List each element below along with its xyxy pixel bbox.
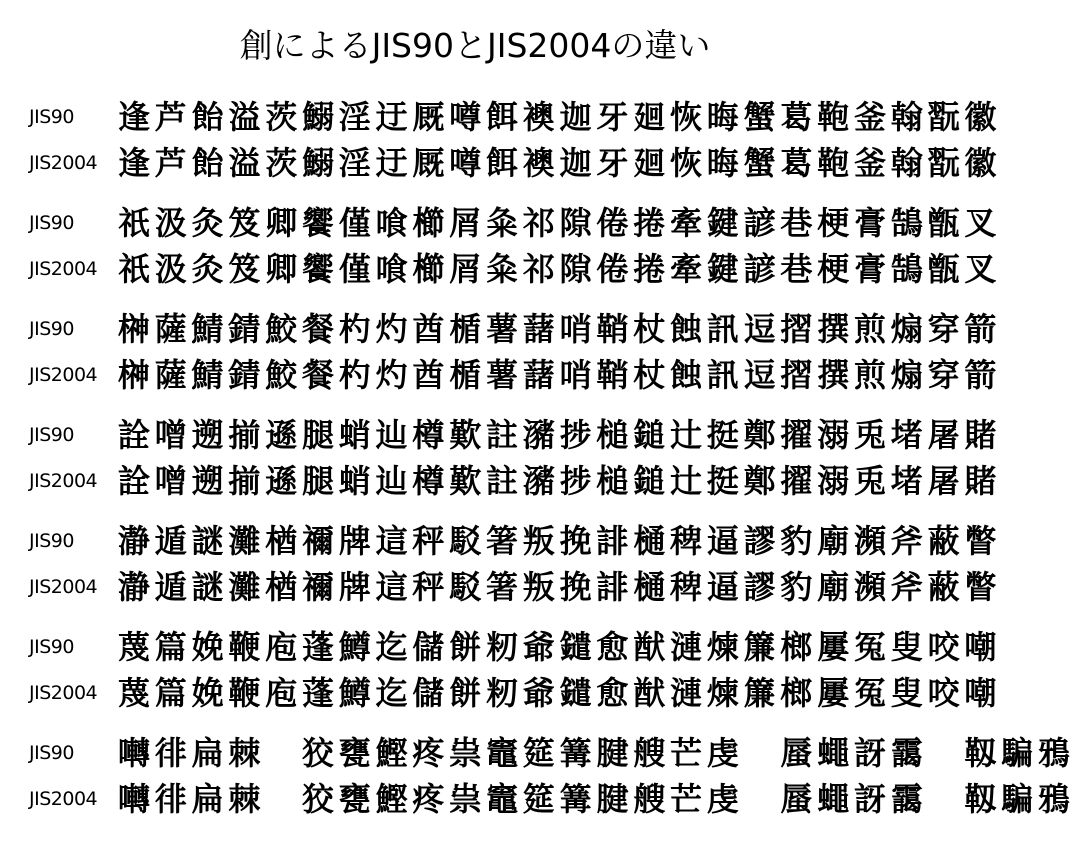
jis90-glyphs: 詮噌遡揃遜腿蛸辿樽歎註瀦捗槌鎚辻挺鄭擢溺兎堵屠賭 [118,416,1002,454]
jis90-label: JIS90 [29,424,74,446]
jis2004-glyphs: 逢芦飴溢茨鰯淫迂厩噂餌襖迦牙廻恢晦蟹葛鞄釜翰翫徽 [118,144,1002,182]
jis90-glyphs: 榊薩鯖錆鮫餐杓灼酋楯薯藷哨鞘杖蝕訊逗摺撰煎煽穿箭 [118,310,1002,348]
comparison-group [0,412,1002,518]
jis90-row [0,730,1075,776]
comparison-group [0,518,1002,624]
jis90-label: JIS90 [29,212,74,234]
comparison-group [0,730,1075,836]
comparison-table [0,94,1075,836]
jis2004-label: JIS2004 [29,152,98,174]
jis2004-label: JIS2004 [29,258,98,280]
comparison-group [0,94,1002,200]
jis2004-label: JIS2004 [29,682,98,704]
jis2004-row [0,670,1002,716]
jis90-glyphs: 囀徘扁棘 狡甕鰹疼祟竈筵篝腱艘芒虔 蜃蠅訝靄 靱騙鴉 [118,734,1075,772]
jis90-label: JIS90 [29,636,74,658]
jis90-glyphs: 逢芦飴溢茨鰯淫迂厩噂餌襖迦牙廻恢晦蟹葛鞄釜翰翫徽 [118,98,1002,136]
jis90-row [0,94,1002,140]
jis2004-glyphs: 瀞遁謎灘楢禰牌這秤駁箸叛挽誹樋稗逼謬豹廟瀕斧蔽瞥 [118,568,1002,606]
jis90-row [0,412,1002,458]
jis90-label: JIS90 [29,530,74,552]
jis2004-glyphs: 榊薩鯖錆鮫餐杓灼酋楯薯藷哨鞘杖蝕訊逗摺撰煎煽穿箭 [118,356,1002,394]
jis2004-label: JIS2004 [29,364,98,386]
jis2004-glyphs: 祇汲灸笈卿饗僅喰櫛屑粂祁隙倦捲牽鍵諺巷梗膏鵠甑叉 [118,250,1002,288]
jis90-row [0,518,1002,564]
page-title: 創によるJIS90とJIS2004の違い [239,26,711,65]
jis90-row [0,306,1002,352]
comparison-group [0,200,1002,306]
jis2004-row [0,458,1002,504]
jis2004-row [0,352,1002,398]
jis2004-label: JIS2004 [29,788,98,810]
jis2004-glyphs: 囀徘扁棘 狡甕鰹疼祟竈筵篝腱艘芒虔 蜃蠅訝靄 靱騙鴉 [118,780,1075,818]
jis90-label: JIS90 [29,318,74,340]
jis2004-glyphs: 詮噌遡揃遜腿蛸辿樽歎註瀦捗槌鎚辻挺鄭擢溺兎堵屠賭 [118,462,1002,500]
jis2004-glyphs: 蔑篇娩鞭庖蓬鱒迄儲餅籾爺鑓愈猷漣煉簾榔屢冤叟咬嘲 [118,674,1002,712]
jis90-glyphs: 祇汲灸笈卿饗僅喰櫛屑粂祁隙倦捲牽鍵諺巷梗膏鵠甑叉 [118,204,1002,242]
jis90-row [0,200,1002,246]
jis90-label: JIS90 [29,106,74,128]
jis2004-label: JIS2004 [29,576,98,598]
jis2004-row [0,564,1002,610]
comparison-group [0,624,1002,730]
jis90-glyphs: 蔑篇娩鞭庖蓬鱒迄儲餅籾爺鑓愈猷漣煉簾榔屢冤叟咬嘲 [118,628,1002,666]
jis2004-row [0,140,1002,186]
jis90-glyphs: 瀞遁謎灘楢禰牌這秤駁箸叛挽誹樋稗逼謬豹廟瀕斧蔽瞥 [118,522,1002,560]
jis2004-label: JIS2004 [29,470,98,492]
comparison-group [0,306,1002,412]
jis90-row [0,624,1002,670]
jis2004-row [0,246,1002,292]
jis90-label: JIS90 [29,742,74,764]
jis2004-row [0,776,1075,822]
